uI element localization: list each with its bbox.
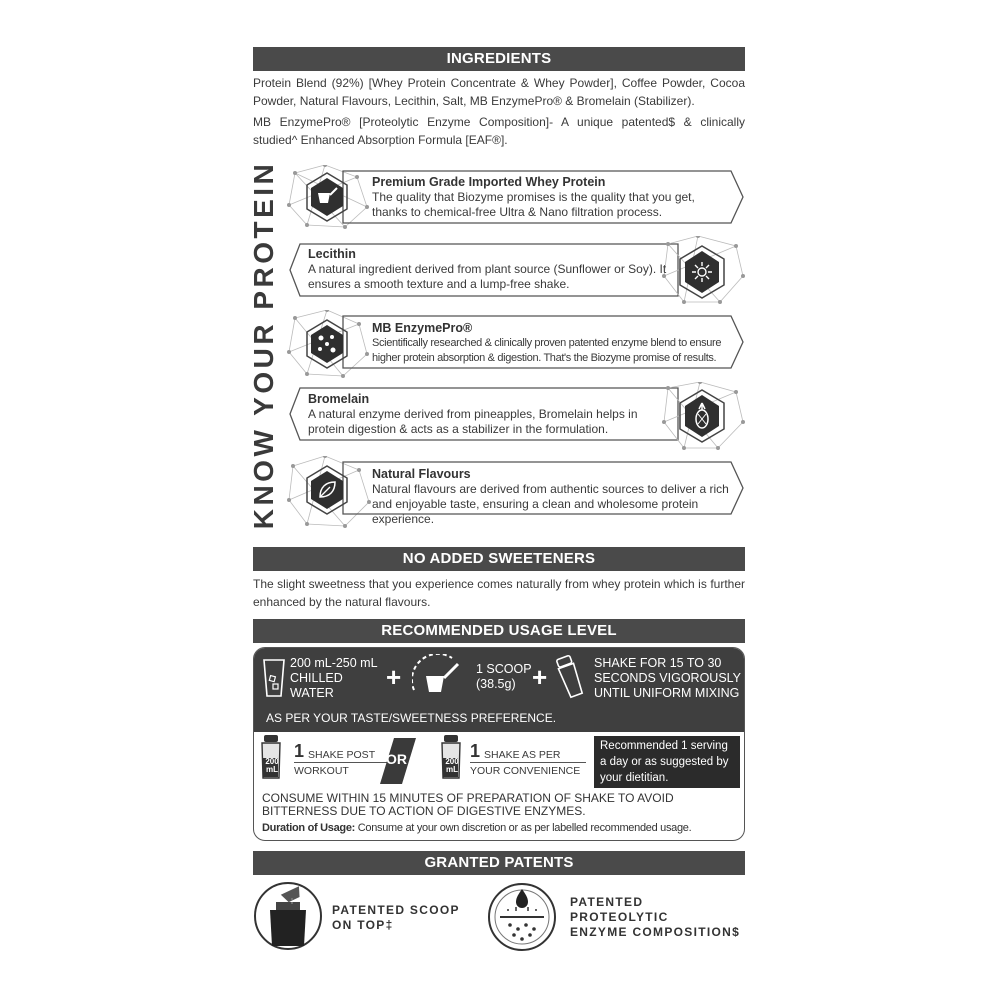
patented-scoop-label-1: PATENTED SCOOP (332, 903, 460, 917)
enzyme-composition-icon (486, 881, 558, 953)
feature-bromelain (288, 382, 745, 452)
pineapple-icon (692, 402, 712, 430)
feature-enzymepro (285, 310, 745, 378)
feature-description: The quality that Biozyme promises is the quality that you get, thanks to chemical-free Ultra & Nano filtration process. (372, 190, 695, 219)
patented-enzyme-label-3: ENZYME COMPOSITION$ (570, 925, 741, 939)
consume-warning-2: BITTERNESS DUE TO ACTION OF DIGESTIVE ENZYMES. (262, 804, 586, 818)
shaker-capacity: 200 mL (445, 757, 459, 774)
feature-title: Bromelain (308, 392, 370, 406)
consume-warning-1: CONSUME WITHIN 15 MINUTES OF PREPARATION OF SHAKE TO AVOID (262, 791, 674, 805)
scoop-icon (412, 654, 468, 702)
sunflower-icon (691, 261, 713, 283)
water-glass-icon (262, 658, 286, 698)
patented-scoop-icon (252, 880, 324, 952)
serving-recommendation: Recommended 1 serving a day or as suggested by your dietitian. (594, 736, 740, 788)
feature-natural-flavours (285, 456, 745, 528)
usage-panel (253, 647, 745, 841)
water-amount: 200 mL-250 mL (290, 656, 378, 670)
option-convenience-1: SHAKE AS PER (484, 749, 561, 761)
option-post-workout-1: SHAKE POST (308, 749, 376, 761)
duration-of-usage: Duration of Usage: Consume at your own discretion or as per labelled recommended usage. (262, 822, 692, 834)
know-your-protein-heading: KNOW YOUR PROTEIN (248, 160, 279, 530)
patented-enzyme-label-1: PATENTED (570, 895, 644, 909)
feature-description: Natural flavours are derived from authentic sources to deliver a rich and enjoyable taste, ensuring a clean and wholesome protein experience. (372, 482, 729, 526)
usage-steps (254, 648, 744, 732)
option-post-workout-2: WORKOUT (294, 765, 349, 777)
enzyme-dots-icon (315, 332, 339, 356)
water-chilled: CHILLED (290, 671, 343, 685)
shake-line-3: UNTIL UNIFORM MIXING (594, 686, 740, 700)
feature-lecithin (288, 236, 745, 306)
feature-description: Scientifically researched & clinically proven patented enzyme blend to ensure higher protein absorption & digestion. That's the Biozyme promise of results. (372, 337, 722, 364)
serving-count: 1 (470, 741, 481, 761)
option-convenience-2: YOUR CONVENIENCE (470, 765, 581, 777)
shake-line-2: SECONDS VIGOROUSLY (594, 671, 742, 685)
scoop-weight: (38.5g) (476, 677, 516, 691)
patents-heading: GRANTED PATENTS (253, 851, 745, 875)
water-label: WATER (290, 686, 334, 700)
or-label: OR (386, 751, 407, 767)
patented-scoop-label-2: ON TOP‡ (332, 918, 394, 932)
feature-title: Premium Grade Imported Whey Protein (372, 175, 606, 189)
no-sweeteners-text: The slight sweetness that you experience comes naturally from whey protein which is further enhanced by the natural flavours. (253, 577, 745, 609)
usage-heading: RECOMMENDED USAGE LEVEL (253, 619, 745, 643)
serving-count: 1 (294, 741, 305, 761)
no-sweeteners-heading: NO ADDED SWEETENERS (253, 547, 745, 571)
scoop-count: 1 SCOOP (476, 662, 532, 676)
feature-title: MB EnzymePro® (372, 321, 473, 335)
shaker-icon (556, 654, 586, 700)
shake-line-1: SHAKE FOR 15 TO 30 (594, 656, 722, 670)
feature-description: A natural enzyme derived from pineapples, Bromelain helps in protein digestion & acts as a stabilizer in the formulation. (308, 407, 638, 436)
plus-icon: + (386, 662, 402, 692)
patented-enzyme-label-2: PROTEOLYTIC (570, 910, 669, 924)
ingredients-heading: INGREDIENTS (253, 47, 745, 71)
enzymepro-description: MB EnzymePro® [Proteolytic Enzyme Composition]- A unique patented$ & clinically studied^ Enhanced Absorption Formula [EAF®]. (253, 115, 745, 147)
plus-icon: + (532, 662, 548, 692)
divider (470, 762, 586, 763)
whey-scoop-icon (315, 185, 339, 209)
feature-whey-protein (285, 165, 745, 229)
feature-title: Lecithin (308, 247, 356, 261)
ingredients-list: Protein Blend (92%) [Whey Protein Concentrate & Whey Powder], Coffee Powder, Cocoa Powder, Natural Flavours, Lecithin, Salt, MB EnzymePro® & Bromelain (Stabilizer). (253, 76, 745, 108)
feature-description: A natural ingredient derived from plant source (Sunflower or Soy). It ensures a smooth texture and a lump-free shake. (308, 262, 667, 291)
shaker-capacity: 200 mL (265, 757, 279, 774)
leaf-icon (316, 479, 338, 501)
taste-preference: AS PER YOUR TASTE/SWEETNESS PREFERENCE. (266, 711, 557, 725)
feature-title: Natural Flavours (372, 467, 471, 481)
